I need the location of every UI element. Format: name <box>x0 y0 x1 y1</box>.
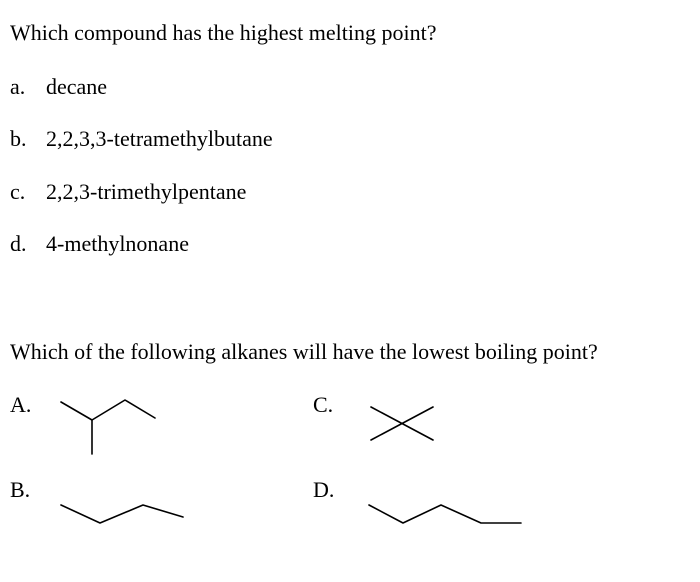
q1-option-d[interactable] <box>10 231 189 257</box>
q1-option-a[interactable] <box>10 74 107 100</box>
question-2-text: Which of the following alkanes will have the lowest boiling point? <box>10 339 598 364</box>
q2-option-b-label[interactable]: B. <box>10 477 31 502</box>
option-text: 4-methylnonane <box>46 231 189 256</box>
option-text: decane <box>46 74 108 99</box>
q2-option-c-label[interactable]: C. <box>313 392 334 417</box>
q2-option-a-label[interactable]: A. <box>10 392 32 417</box>
option-letter: a. <box>10 74 26 99</box>
option-text: 2,2,3-trimethylpentane <box>46 179 247 204</box>
option-text: 2,2,3,3-tetramethylbutane <box>46 126 273 151</box>
pentane-structure[interactable] <box>363 495 528 530</box>
neopentane-structure[interactable] <box>365 402 440 447</box>
q1-option-b[interactable] <box>10 126 273 152</box>
butane-chain-bond <box>61 505 183 523</box>
isobutane-structure[interactable] <box>55 390 165 460</box>
question-1-text: Which compound has the highest melting point? <box>10 20 437 45</box>
q2-option-d-label[interactable]: D. <box>313 477 335 502</box>
butane-structure[interactable] <box>55 495 190 530</box>
option-letter: c. <box>10 179 26 204</box>
option-letter: b. <box>10 126 27 151</box>
pentane-chain-bond <box>369 505 521 523</box>
q1-option-c[interactable] <box>10 179 246 205</box>
option-letter: d. <box>10 231 27 256</box>
isobutane-chain-bond <box>61 400 155 420</box>
